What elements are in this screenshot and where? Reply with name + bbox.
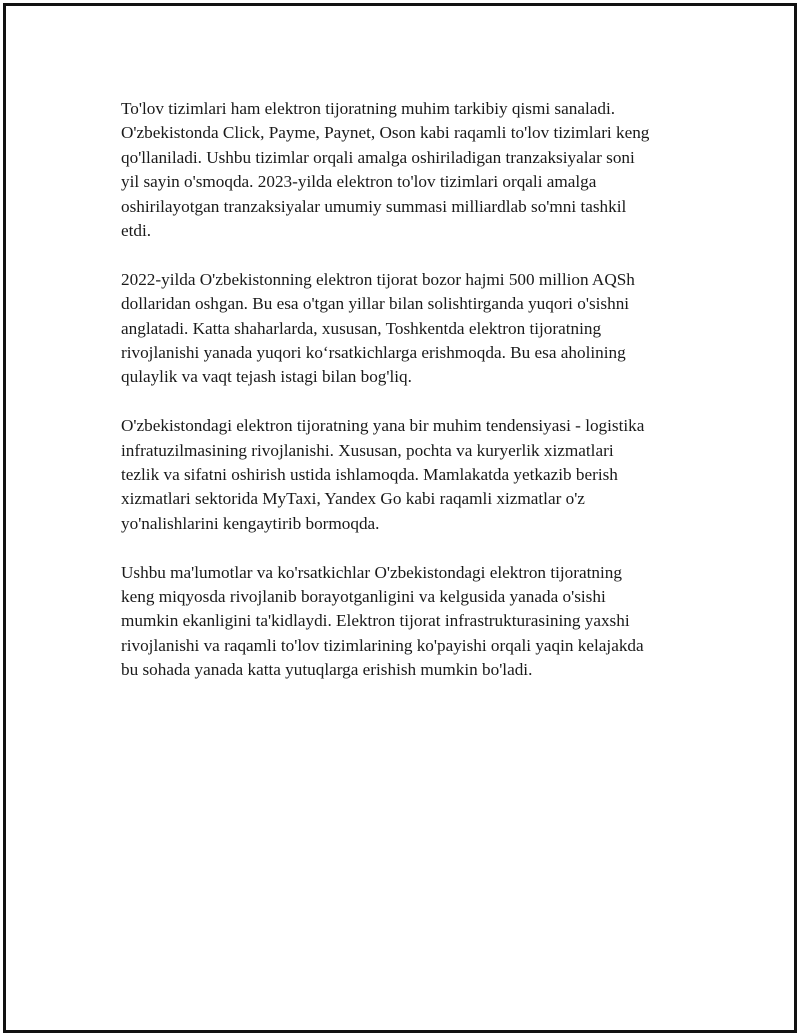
paragraph-market-size: 2022-yilda O'zbekistonning elektron tijorat bozor hajmi 500 million AQSh dollaridan oshgan. Bu esa o'tgan yillar bilan solishtirganda yuqori o'sishni anglatadi. Katta shaharlarda, xususan, Toshkentda elektron tijoratning rivojlanishi yanada yuqori koʻrsatkichlarga erishmoqda. Bu esa aholining qulaylik va vaqt tejash istagi bilan bog'liq.	[121, 269, 635, 387]
paragraph-logistics: O'zbekistondagi elektron tijoratning yana bir muhim tendensiyasi - logistika infratuzilmasining rivojlanishi. Xususan, pochta va kuryerlik xizmatlari tezlik va sifatni oshirish ustida ishlamoqda. Mamlakatda yetkazib berish xizmatlari sektorida MyTaxi, Yandex Go kabi raqamli xizmatlar o'z yo'nalishlarini kengaytirib bormoqda.	[121, 416, 645, 533]
paragraph-conclusion: Ushbu ma'lumotlar va ko'rsatkichlar O'zbekistondagi elektron tijoratning keng miqyosda rivojlanib borayotganligini va kelgusida yanada o'sishi mumkin ekanligini ta'kidlaydi. Elektron tijorat infrastrukturasining yaxshi rivojlanishi va raqamli to'lov tizimlarining ko'payishi orqali yaqin kelajakda bu sohada yanada katta yutuqlarga erishish mumkin bo'ladi.	[121, 562, 644, 680]
document-body	[121, 97, 699, 707]
page-frame	[3, 3, 797, 1033]
paragraph-payment-systems: To'lov tizimlari ham elektron tijoratning muhim tarkibiy qismi sanaladi. O'zbekistonda Click, Payme, Paynet, Oson kabi raqamli to'lov tizimlari keng qo'llaniladi. Ushbu tizimlar orqali amalga oshiriladigan tranzaksiyalar soni yil sayin o'smoqda. 2023-yilda elektron to'lov tizimlari orqali amalga oshirilayotgan tranzaksiyalar umumiy summasi milliardlab so'mni tashkil etdi.	[121, 99, 650, 241]
